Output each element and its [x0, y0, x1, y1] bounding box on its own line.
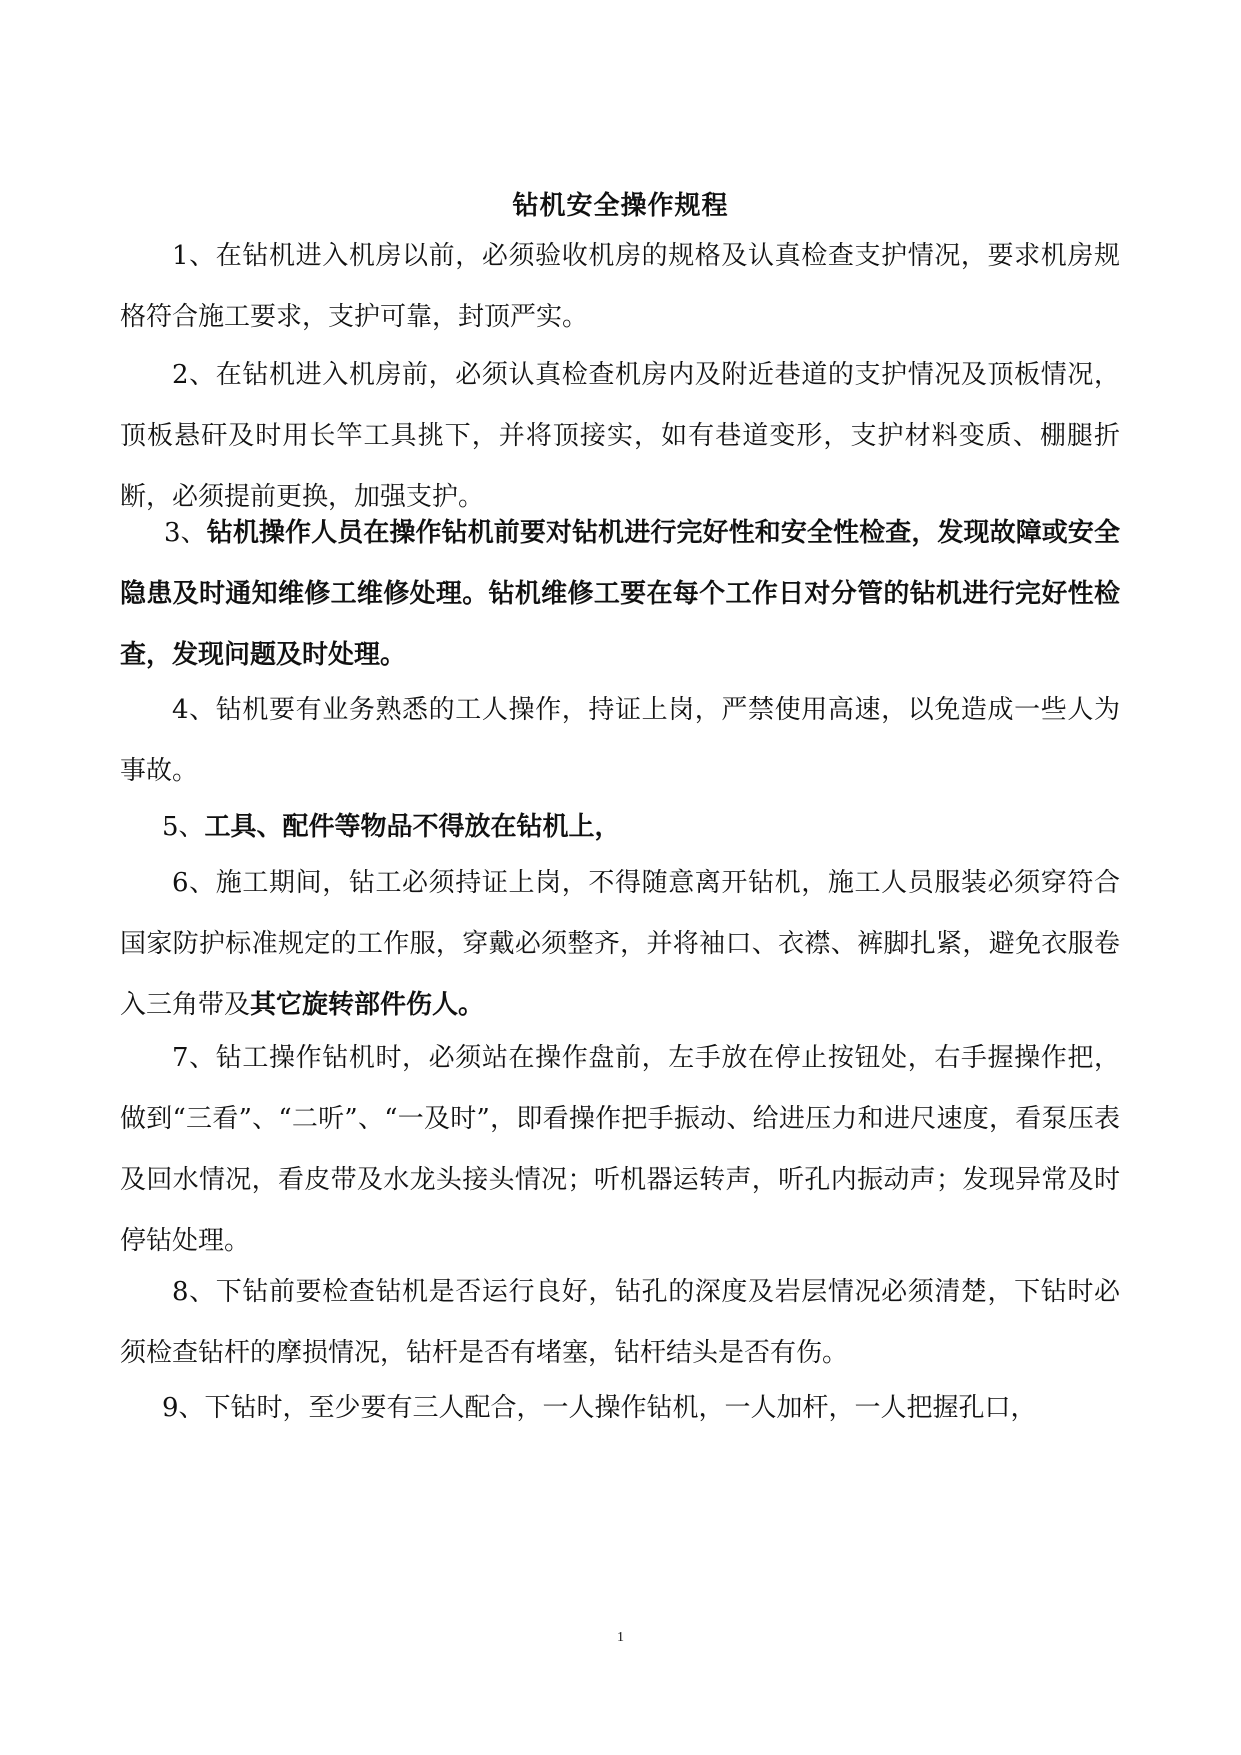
paragraph-7: 7、钻工操作钻机时，必须站在操作盘前，左手放在停止按钮处，右手握操作把，做到“三看”、“二听”、“一及时”，即看操作把手振动、给进压力和进尺速度，看泵压表及回水情况，看皮带及水龙头接头情况；听机器运转声，听孔内振动声；发现异常及时停钻处理。: [120, 1043, 1120, 1256]
paragraph-2: 2、在钻机进入机房前，必须认真检查机房内及附近巷道的支护情况及顶板情况，顶板悬矸及时用长竿工具挑下，并将顶接实，如有巷道变形，支护材料变质、棚腿折断，必须提前更换，加强支护。: [120, 360, 1120, 512]
paragraph-5-number: 5、: [162, 812, 205, 842]
paragraph-5: [120, 797, 1120, 858]
paragraph-9: 9、下钻时，至少要有三人配合，一人操作钻机，一人加杆，一人把握孔口，: [162, 1393, 1037, 1423]
paragraph-5-bold-text: 工具、配件等物品不得放在钻机上，: [204, 812, 621, 842]
paragraph-3: [120, 503, 1120, 686]
paragraph-6-bold-tail: 其它旋转部件伤人。: [250, 990, 485, 1020]
paragraph-3-number: 3、: [164, 518, 207, 548]
page-number: 1: [617, 1630, 624, 1645]
paragraph-4: 4、钻机要有业务熟悉的工人操作，持证上岗，严禁使用高速，以免造成一些人为事故。: [120, 695, 1120, 786]
paragraph-3-bold-text: 钻机操作人员在操作钻机前要对钻机进行完好性和安全性检查，发现故障或安全隐患及时通知维修工维修处理。钻机维修工要在每个工作日对分管的钻机进行完好性检查，发现问题及时处理。: [120, 518, 1120, 670]
document-title: 钻机安全操作规程: [512, 191, 729, 221]
paragraph-6: [120, 853, 1120, 1036]
paragraph-1: 1、在钻机进入机房以前，必须验收机房的规格及认真检查支护情况，要求机房规格符合施工要求，支护可靠，封顶严实。: [120, 241, 1120, 332]
paragraph-6-text: 6、施工期间，钻工必须持证上岗，不得随意离开钻机，施工人员服装必须穿符合国家防护标准规定的工作服，穿戴必须整齐，并将袖口、衣襟、裤脚扎紧，避免衣服卷入三角带及: [120, 868, 1120, 1020]
paragraph-8: 8、下钻前要检查钻机是否运行良好，钻孔的深度及岩层情况必须清楚，下钻时必须检查钻杆的摩损情况，钻杆是否有堵塞，钻杆结头是否有伤。: [120, 1277, 1120, 1368]
